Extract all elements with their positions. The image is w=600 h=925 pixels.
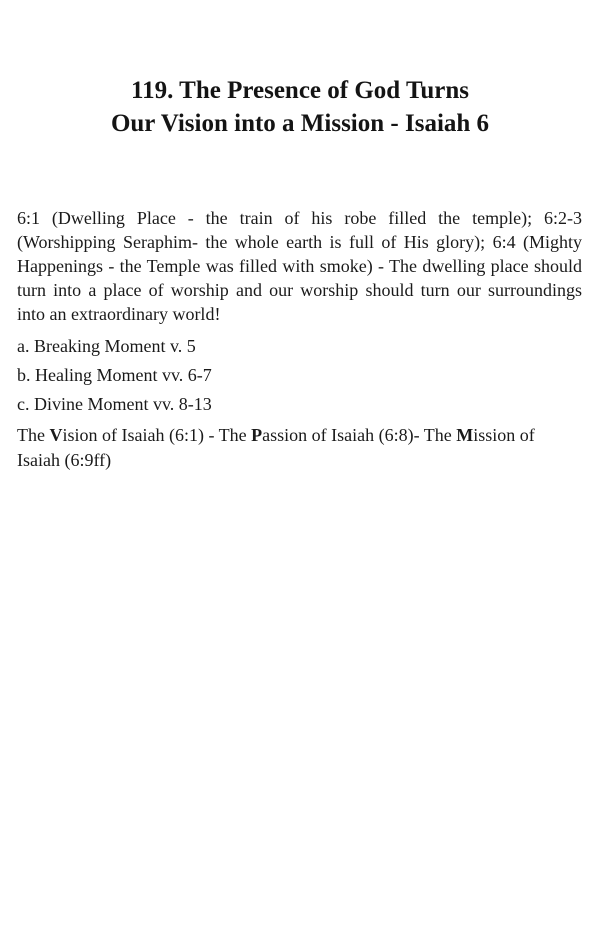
list-item: a. Breaking Moment v. 5: [17, 336, 196, 356]
closing-text: ission of Isaiah (6:9ff): [17, 425, 535, 470]
list-item: b. Healing Moment vv. 6-7: [17, 365, 212, 385]
list-item: c. Divine Moment vv. 8-13: [17, 394, 212, 414]
closing-initial-v: V: [49, 425, 63, 445]
closing-initial-p: P: [251, 425, 263, 445]
section-title-line-2: Our Vision into a Mission - Isaiah 6: [110, 110, 490, 137]
closing-initial-m: M: [456, 425, 474, 445]
closing-text: ision of Isaiah (6:1) - The: [62, 425, 252, 445]
closing-paragraph: [17, 423, 582, 473]
closing-text: The: [17, 425, 50, 445]
moments-list: [17, 334, 582, 416]
section-title: [0, 74, 600, 140]
intro-paragraph: 6:1 (Dwelling Place - the train of his robe filled the temple); 6:2-3 (Worshipping Seraphim- the whole earth is full of His glory); 6:4 (Mighty Happenings - the Temple was filled with smoke) - The dwelling place should turn into a place of worship and our worship should turn our surroundings into an extraordinary world!: [17, 208, 582, 324]
section-body: [17, 206, 582, 473]
closing-text: assion of Isaiah (6:8)- The: [262, 425, 457, 445]
section-title-line-1: 119. The Presence of God Turns: [130, 77, 469, 104]
